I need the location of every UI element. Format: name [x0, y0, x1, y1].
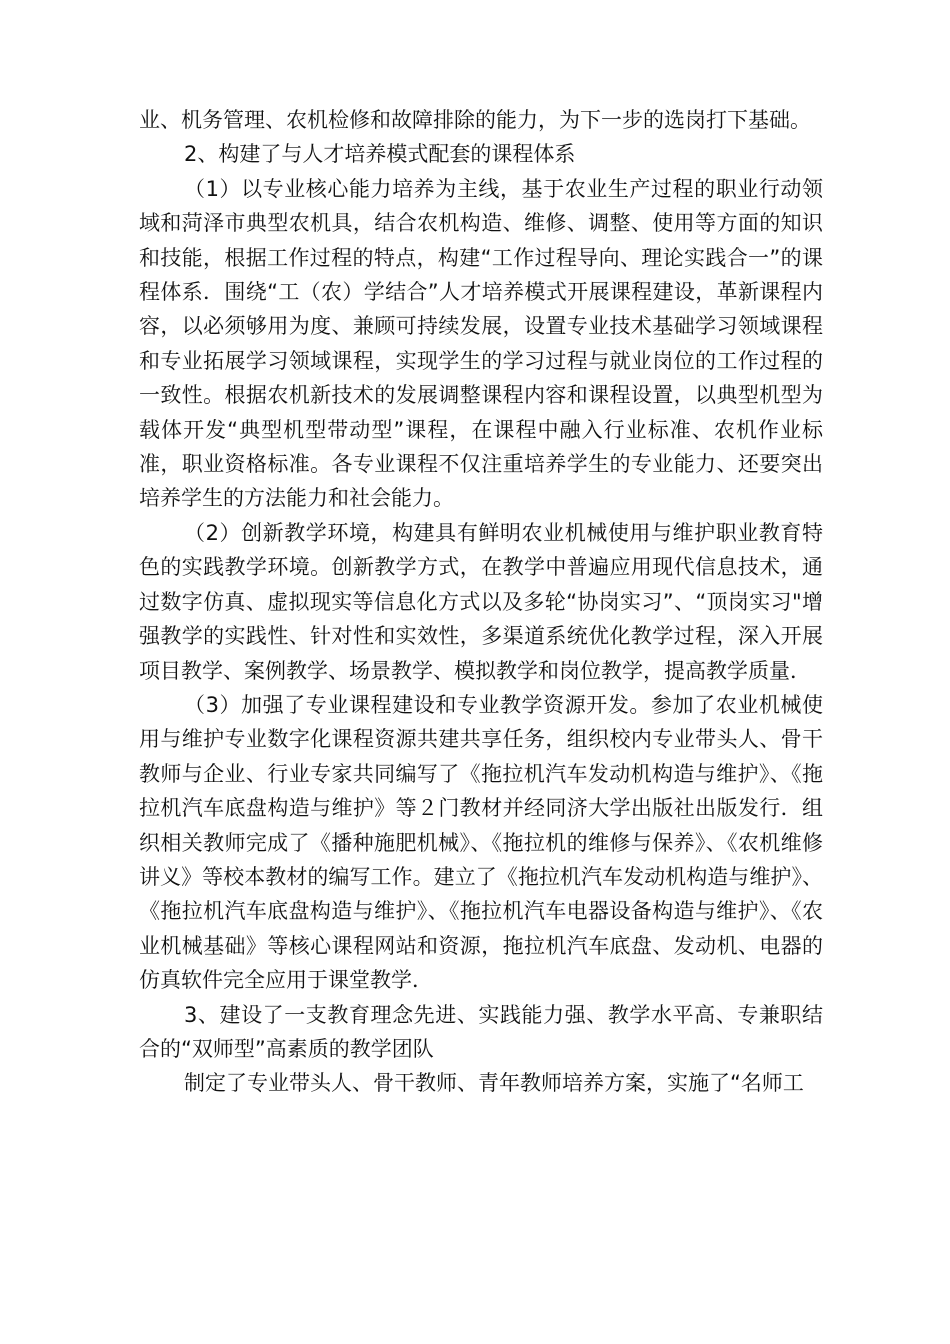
document-page [139, 103, 823, 1101]
paragraph-item-3: （3）加强了专业课程建设和专业教学资源开发。参加了农业机械使用与维护专业数字化课程资源共建共享任务，组织校内专业带头人、骨干教师与企业、行业专家共同编写了《拖拉机汽车发动机构造与维护》、《拖拉机汽车底盘构造与维护》等２门教材并经同济大学出版社出版发行．组织相关教师完成了《播种施肥机械》、《拖拉机的维修与保养》、《农机维修讲义》等校本教材的编写工作。建立了《拖拉机汽车发动机构造与维护》、《拖拉机汽车底盘构造与维护》、《拖拉机汽车电器设备构造与维护》、《农业机械基础》等核心课程网站和资源，拖拉机汽车底盘、发动机、电器的仿真软件完全应用于课堂教学． [139, 692, 823, 993]
paragraph-item-1: （1）以专业核心能力培养为主线，基于农业生产过程的职业行动领域和菏泽市典型农机具，结合农机构造、维修、调整、使用等方面的知识和技能，根据工作过程的特点，构建“工作过程导向、理论实践合一”的课程体系．围绕“工（农）学结合”人才培养模式开展课程建设，革新课程内容，以必须够用为度、兼顾可持续发展，设置专业技术基础学习领域课程和专业拓展学习领域课程，实现学生的学习过程与就业岗位的工作过程的一致性。根据农机新技术的发展调整课程内容和课程设置，以典型机型为载体开发“典型机型带动型”课程，在课程中融入行业标准、农机作业标准，职业资格标准。各专业课程不仅注重培养学生的专业能力、还要突出培养学生的方法能力和社会能力。 [139, 176, 823, 511]
section-heading-2: 2、构建了与人才培养模式配套的课程体系 [184, 142, 576, 167]
paragraph-item-2: （2）创新教学环境，构建具有鲜明农业机械使用与维护职业教育特色的实践教学环境。创新教学方式，在教学中普遍应用现代信息技术，通过数字仿真、虚拟现实等信息化方式以及多轮“协岗实习”、“顶岗实习"增强教学的实践性、针对性和实效性，多渠道系统优化教学过程，深入开展项目教学、案例教学、场景教学、模拟教学和岗位教学，提高教学质量． [139, 520, 823, 683]
paragraph-teacher-training: 制定了专业带头人、骨干教师、青年教师培养方案，实施了“名师工 [184, 1071, 804, 1096]
section-heading-3: 3、建设了一支教育理念先进、实践能力强、教学水平高、专兼职结合的“双师型”高素质的教学团队 [139, 1002, 823, 1061]
paragraph-continuation: 业、机务管理、农机检修和故障排除的能力，为下一步的选岗打下基础。 [139, 108, 811, 132]
